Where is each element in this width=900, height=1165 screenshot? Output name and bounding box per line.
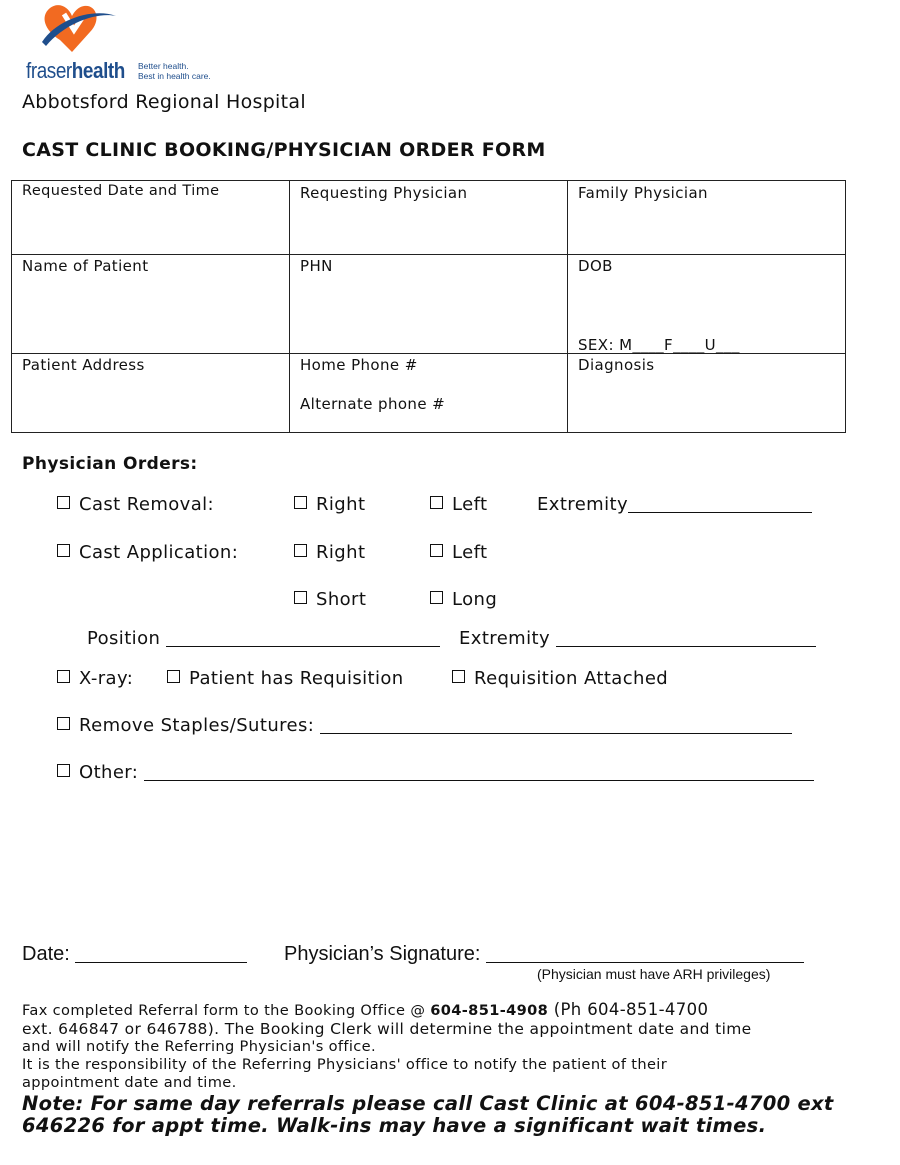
checkbox-icon — [57, 670, 70, 683]
fax-instructions: Fax completed Referral form to the Booking Office @ 604-851-4908 (Ph 604-851-4700 ext. 646847 or 646788). The Booking Clerk will determine the appointment date and time and will notify the Referring Physician's office. It is the responsibility of the Referring Physicians' office to notify the patient of their appointment date and time. — [22, 1000, 752, 1091]
checkbox-icon — [430, 544, 443, 557]
checkbox-icon — [430, 496, 443, 509]
patient-has-requisition-checkbox[interactable]: Patient has Requisition — [167, 668, 404, 689]
physician-signature-field[interactable]: Physician’s Signature: — [284, 943, 804, 966]
fax-number: 604-851-4908 — [430, 1002, 549, 1019]
same-day-referral-note: Note: For same day referrals please call Cast Clinic at 604-851-4700 ext 646226 for appt time. Walk-ins may have a significant wait times. — [22, 1092, 834, 1137]
date-field[interactable]: Date: — [22, 943, 247, 966]
dob-field[interactable]: DOB — [578, 257, 613, 275]
checkbox-icon — [57, 717, 70, 730]
position-field[interactable]: Position — [87, 628, 440, 649]
checkbox-icon — [57, 764, 70, 777]
brand-wordmark: fraserhealth — [26, 58, 125, 83]
brand-tagline: Better health. Best in health care. — [138, 61, 211, 81]
checkbox-icon — [167, 670, 180, 683]
alternate-phone-field[interactable]: Alternate phone # — [300, 395, 446, 413]
cast-application-right-checkbox[interactable]: Right — [294, 542, 365, 563]
cast-application-left-checkbox[interactable]: Left — [430, 542, 487, 563]
sex-field[interactable]: SEX: M____F____U___ — [578, 336, 740, 354]
patient-address-field[interactable]: Patient Address — [22, 356, 145, 374]
patient-name-field[interactable]: Name of Patient — [22, 257, 149, 275]
checkbox-icon — [294, 591, 307, 604]
requesting-physician-field[interactable]: Requesting Physician — [300, 184, 468, 202]
extremity-field[interactable]: Extremity — [459, 628, 816, 649]
hospital-name: Abbotsford Regional Hospital — [22, 91, 306, 113]
cast-removal-right-checkbox[interactable]: Right — [294, 494, 365, 515]
remove-staples-checkbox[interactable]: Remove Staples/Sutures: — [57, 715, 792, 736]
checkbox-icon — [294, 544, 307, 557]
fraserhealth-heart-logo — [38, 0, 120, 58]
cast-removal-checkbox[interactable]: Cast Removal: — [57, 494, 214, 515]
cast-removal-extremity-field[interactable]: Extremity — [537, 494, 812, 515]
checkbox-icon — [294, 496, 307, 509]
home-phone-field[interactable]: Home Phone # — [300, 356, 418, 374]
long-checkbox[interactable]: Long — [430, 589, 497, 610]
checkbox-icon — [452, 670, 465, 683]
checkbox-icon — [430, 591, 443, 604]
short-checkbox[interactable]: Short — [294, 589, 366, 610]
cast-application-checkbox[interactable]: Cast Application: — [57, 542, 238, 563]
requisition-attached-checkbox[interactable]: Requisition Attached — [452, 668, 668, 689]
checkbox-icon — [57, 544, 70, 557]
family-physician-field[interactable]: Family Physician — [578, 184, 708, 202]
checkbox-icon — [57, 496, 70, 509]
patient-info-table — [11, 180, 846, 433]
cast-removal-left-checkbox[interactable]: Left — [430, 494, 487, 515]
privileges-note: (Physician must have ARH privileges) — [537, 966, 771, 982]
form-title: CAST CLINIC BOOKING/PHYSICIAN ORDER FORM — [22, 139, 546, 161]
diagnosis-field[interactable]: Diagnosis — [578, 356, 655, 374]
xray-checkbox[interactable]: X-ray: — [57, 668, 133, 689]
requested-date-time-field[interactable]: Requested Date and Time — [22, 183, 220, 199]
physician-orders-heading: Physician Orders: — [22, 454, 198, 474]
phn-field[interactable]: PHN — [300, 257, 333, 275]
other-checkbox[interactable]: Other: — [57, 762, 814, 783]
